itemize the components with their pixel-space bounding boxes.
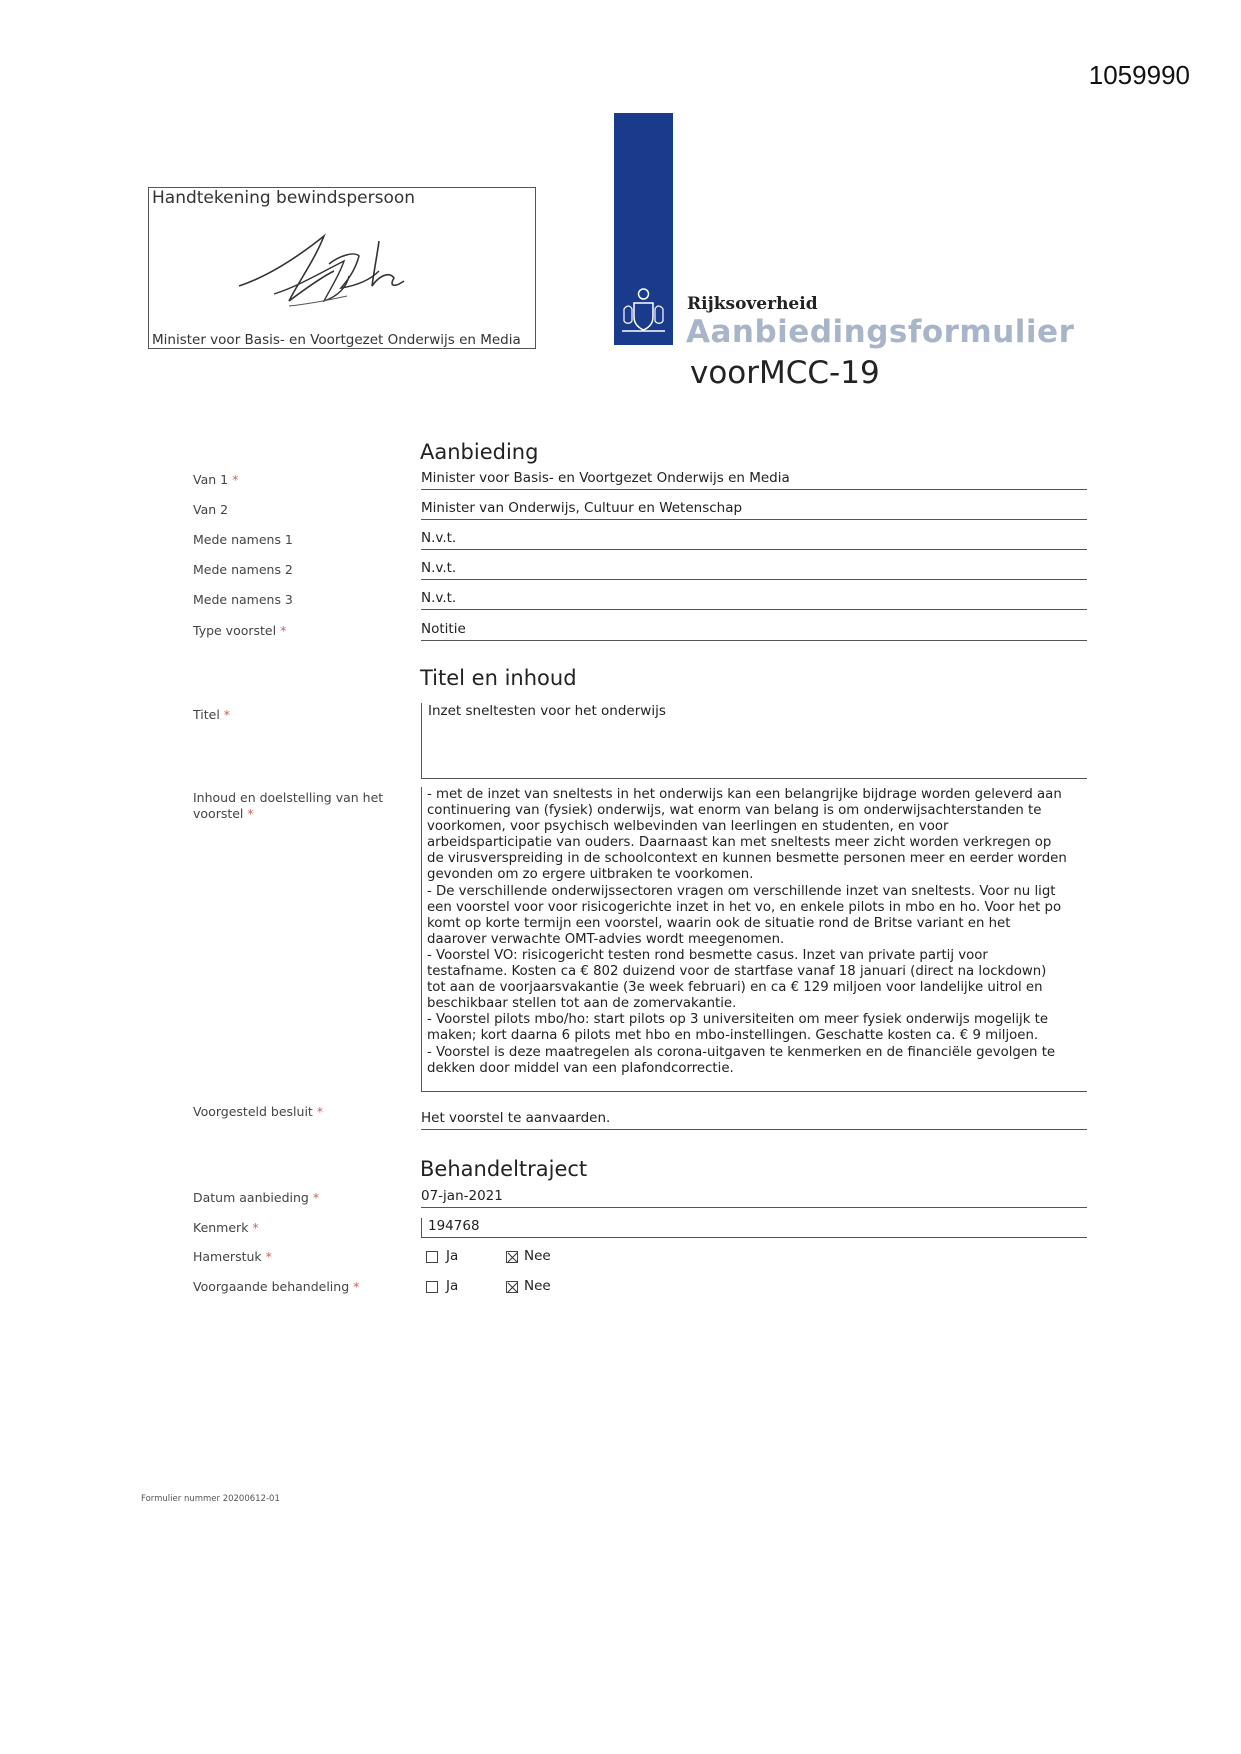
label-kenmerk: Kenmerk * (193, 1220, 259, 1235)
signature-box-title: Handtekening bewindspersoon (152, 188, 416, 208)
label-type-voorstel: Type voorstel * (193, 623, 287, 638)
field-mede1[interactable]: N.v.t. (421, 530, 1087, 550)
form-number: Formulier nummer 20200612-01 (141, 1494, 280, 1504)
form-subtitle: voorMCC-19 (690, 355, 880, 391)
field-mede3[interactable]: N.v.t. (421, 590, 1087, 610)
hamerstuk-ja-label: Ja (446, 1248, 459, 1264)
label-inhoud: Inhoud en doelstelling van het voorstel * (193, 790, 384, 821)
signature-box-role: Minister voor Basis- en Voortgezet Onderwijs en Media (152, 332, 521, 348)
brand-name: Rijksoverheid (687, 294, 818, 314)
inhoud-paragraph: - Voorstel VO: risicogericht testen rond besmette casus. Inzet van private partij voor testafname. Kosten ca € 802 duizend voor de startfase vanaf 18 januari (direct na lockdown) tot aan de voorjaarsvakantie (3e week februari) en ca € 129 miljoen voor landelijke uitrol en beschikbaar stellen tot aan de zomervakantie. (427, 947, 1047, 1012)
hamerstuk-nee-checkbox[interactable] (506, 1251, 518, 1263)
crest-icon (614, 283, 673, 341)
document-number: 1059990 (1088, 60, 1190, 90)
field-mede2[interactable]: N.v.t. (421, 560, 1087, 580)
section-behandeltraject: Behandeltraject (420, 1157, 588, 1181)
inhoud-paragraph: - Voorstel pilots mbo/ho: start pilots op 3 universiteiten om meer fysiek onderwijs mogelijk te maken; kort daarna 6 pilots met hbo en mbo-instellingen. Geschatte kosten ca. € 9 miljoen. (427, 1012, 1049, 1044)
field-datum[interactable]: 07-jan-2021 (421, 1188, 1087, 1208)
label-datum: Datum aanbieding * (193, 1190, 320, 1205)
voorgaande-nee-checkbox[interactable] (506, 1281, 518, 1293)
label-mede1: Mede namens 1 (193, 532, 293, 547)
field-titel[interactable]: Inzet sneltesten voor het onderwijs (421, 703, 1087, 779)
signature-box (148, 187, 536, 349)
field-besluit[interactable]: Het voorstel te aanvaarden. (421, 1110, 1087, 1130)
field-kenmerk[interactable]: 194768 (421, 1218, 1087, 1238)
signature-image (229, 216, 449, 326)
form-title: Aanbiedingsformulier (686, 314, 1075, 350)
field-van1[interactable]: Minister voor Basis- en Voortgezet Onderwijs en Media (421, 470, 1087, 490)
field-van2[interactable]: Minister van Onderwijs, Cultuur en Wetenschap (421, 500, 1087, 520)
field-type-voorstel[interactable]: Notitie (421, 621, 1087, 641)
label-besluit: Voorgesteld besluit * (193, 1104, 324, 1119)
voorgaande-nee-label: Nee (524, 1278, 551, 1294)
inhoud-paragraph: - met de inzet van sneltests in het onderwijs kan een belangrijke bijdrage worden geleverd aan continuering van (fysiek) onderwijs, wat enorm van belang is om onderwijsachterstanden te voorkomen, voor psychisch welbevinden van leerlingen en studenten, en voor arbeidsparticipatie van ouders. Daarnaast kan met sneltests meer zicht worden verkregen op de virusverspreiding in de schoolcontext en kunnen besmette personen meer en eerder worden gevonden om zo ergere uitbraken te voorkomen. (427, 787, 1067, 883)
label-voorgaande: Voorgaande behandeling * (193, 1279, 360, 1294)
hamerstuk-ja-checkbox[interactable] (426, 1251, 438, 1263)
label-mede3: Mede namens 3 (193, 592, 293, 607)
inhoud-paragraph: - De verschillende onderwijssectoren vragen om verschillende inzet van sneltests. Voor nu ligt een voorstel voor voor risicogerichte inzet in het vo, en enkele pilots in mbo en ho. Voor het po komt op korte termijn een voorstel, waarin ook de situatie rond de Britse variant en het daarover verwachte OMT-advies wordt meegenomen. (427, 883, 1062, 947)
voorgaande-ja-label: Ja (446, 1278, 459, 1294)
label-mede2: Mede namens 2 (193, 562, 293, 577)
section-aanbieding: Aanbieding (420, 440, 539, 464)
label-hamerstuk: Hamerstuk * (193, 1249, 272, 1264)
section-titel-inhoud: Titel en inhoud (420, 666, 577, 690)
inhoud-paragraph: - Voorstel is deze maatregelen als corona-uitgaven te kenmerken en de financiële gevolgen te dekken door middel van een plafondcorrectie. (427, 1044, 1056, 1076)
voorgaande-ja-checkbox[interactable] (426, 1281, 438, 1293)
label-titel: Titel * (193, 707, 231, 722)
field-inhoud[interactable] (421, 787, 1087, 1092)
label-van2: Van 2 (193, 502, 229, 517)
hamerstuk-nee-label: Nee (524, 1248, 551, 1264)
label-van1: Van 1 * (193, 472, 239, 487)
